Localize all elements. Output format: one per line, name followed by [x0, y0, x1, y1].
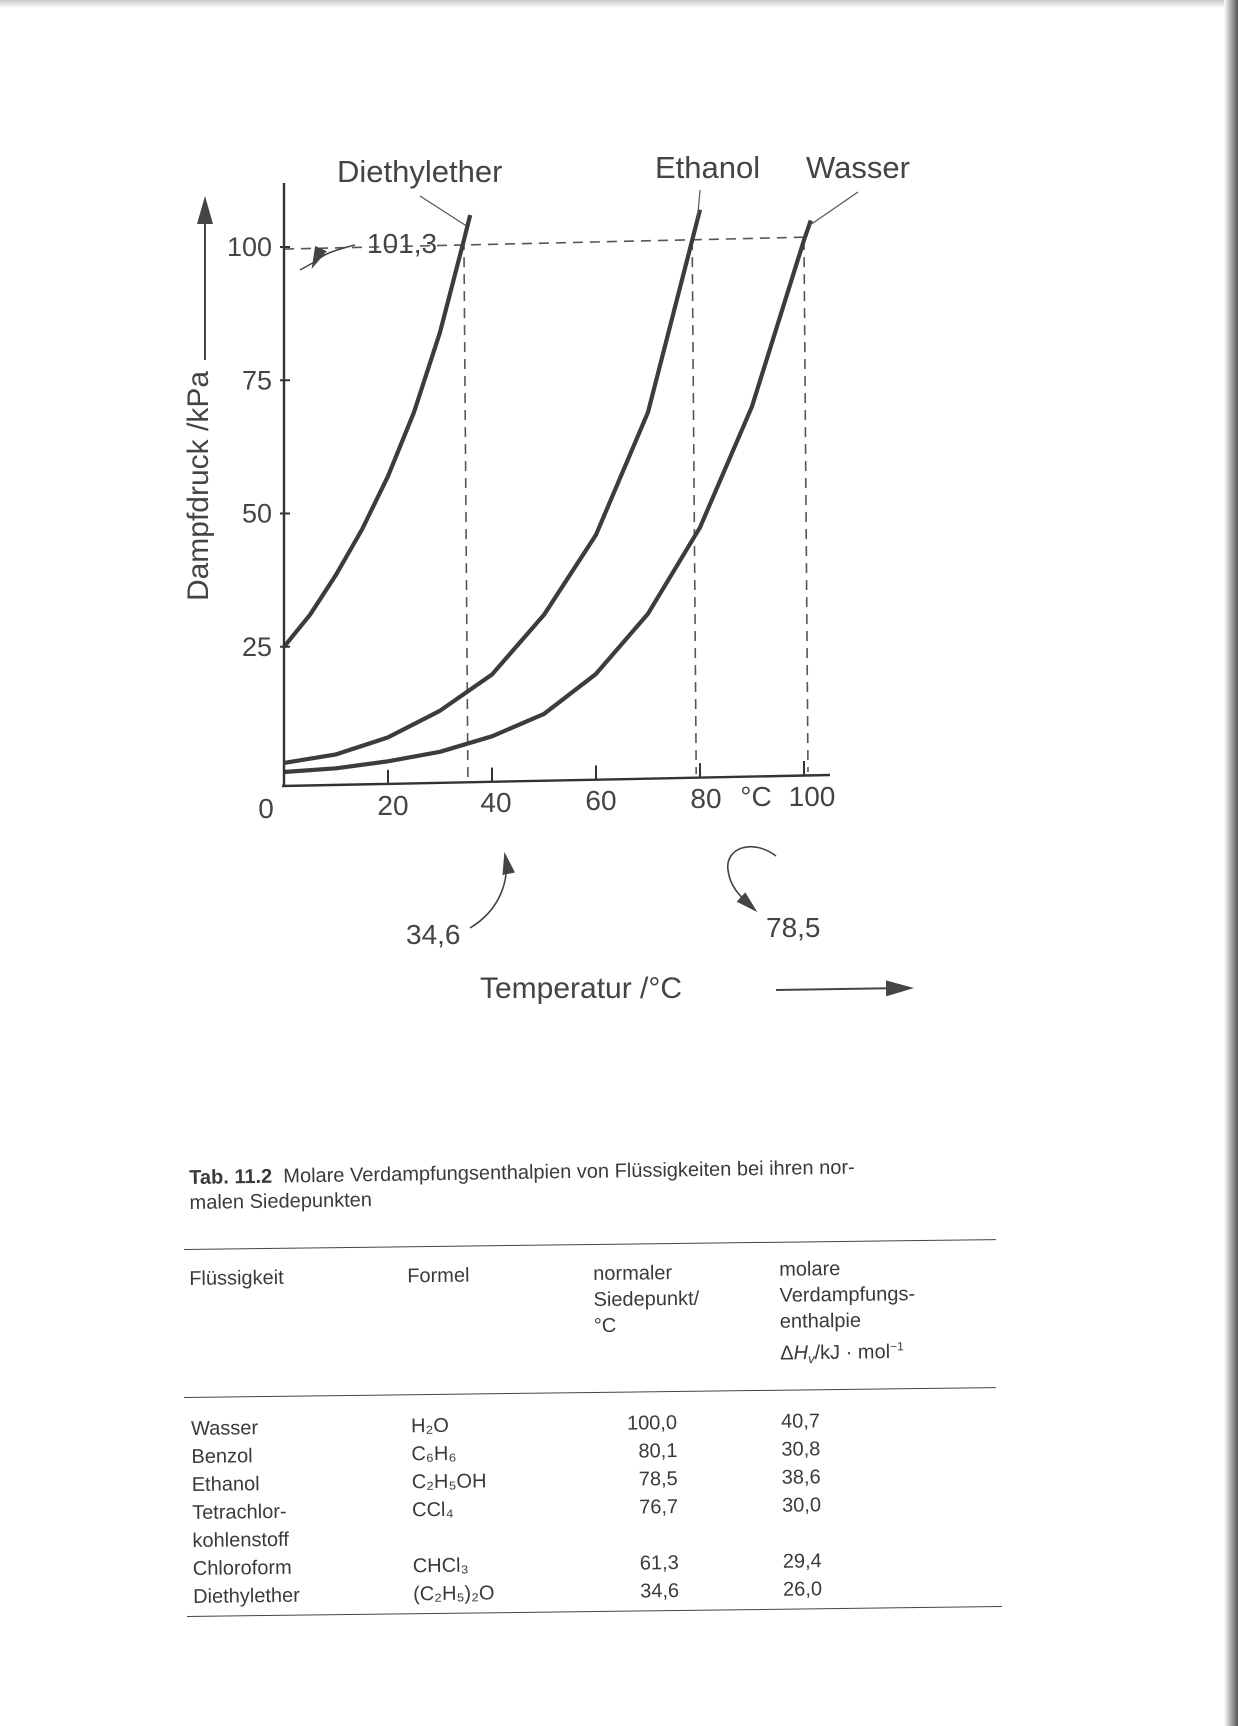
- series-label: Ethanol: [655, 150, 761, 185]
- annotation-pressure: 101,3: [367, 228, 438, 259]
- y-axis-title: Dampfdruck /kPa: [182, 370, 215, 602]
- table-cell-enthalpy: 29,4: [782, 1550, 822, 1573]
- table-cell-enthalpy: 38,6: [781, 1466, 821, 1489]
- table-caption-line2: malen Siedepunkten: [189, 1189, 373, 1214]
- series-line-wasser: [284, 220, 811, 772]
- table-caption: [189, 1153, 1000, 1216]
- reference-pressure-line: [284, 237, 811, 249]
- enthalpy-unit-exponent: −1: [889, 1339, 904, 1354]
- table-cell-boiling: 78,5: [638, 1468, 678, 1491]
- x-tick-label: 20: [377, 790, 409, 821]
- x-axis-title: Temperatur /°C: [479, 972, 683, 1005]
- table-cell-liquid: Chloroform: [192, 1556, 292, 1580]
- x-tick-label: 60: [585, 785, 617, 816]
- table-cell-liquid: Ethanol: [191, 1473, 260, 1496]
- header-enthalpy-line: Verdampfungs-: [779, 1283, 916, 1307]
- table-cell-formula: CHCl₃: [412, 1554, 469, 1578]
- table-cell-boiling: 100,0: [626, 1412, 678, 1435]
- series-line-ethanol: [284, 210, 700, 763]
- x-tick-label: 100: [788, 781, 836, 812]
- annotation-ethanol-arrow: [728, 847, 776, 910]
- header-liquid: Flüssigkeit: [189, 1266, 284, 1290]
- table-caption-label: Tab. 11.2: [189, 1165, 273, 1189]
- delta-symbol: Δ: [780, 1342, 794, 1365]
- table-cell-enthalpy: [782, 1519, 821, 1547]
- series-line-diethylether: [284, 215, 470, 647]
- boiling-point-drop-line: [692, 240, 696, 774]
- header-boiling-line: Siedepunkt/: [593, 1287, 700, 1312]
- table-cell-liquid: Tetrachlor-: [191, 1500, 287, 1524]
- table-cell-boiling: 80,1: [638, 1440, 678, 1463]
- x-tick-label: 40: [480, 787, 512, 818]
- table-cell-formula: C₂H₅OH: [411, 1470, 487, 1494]
- header-boiling-line: °C: [593, 1314, 617, 1338]
- table-cell-formula: H₂O: [410, 1414, 449, 1438]
- y-tick-label: 100: [226, 232, 272, 262]
- boiling-column: [595, 1409, 679, 1606]
- table-cell-boiling: 76,7: [639, 1496, 679, 1519]
- series-label: Wasser: [806, 150, 910, 185]
- y-tick-label: 75: [241, 365, 272, 396]
- table-caption-line1: Molare Verdampfungsenthalpien von Flüssigkeiten bei ihren nor-: [283, 1156, 855, 1188]
- header-enthalpy-line: enthalpie: [779, 1309, 862, 1333]
- enthalpy-symbol: H: [793, 1342, 809, 1365]
- boiling-point-drop-line: [804, 240, 808, 772]
- annotation-boiling-ethanol: 78,5: [766, 912, 821, 943]
- boiling-point-drop-line: [464, 240, 468, 778]
- table-cell-enthalpy: 26,0: [782, 1578, 823, 1601]
- y-tick-label: 25: [241, 631, 272, 662]
- table-cell-liquid: Benzol: [191, 1445, 253, 1468]
- table-cell-formula: CCl₄: [411, 1498, 454, 1522]
- table-cell-formula: (C₂H₅)₂O: [412, 1582, 495, 1606]
- table-cell-formula: C₆H₆: [411, 1442, 457, 1466]
- table-cell-enthalpy: 30,8: [781, 1438, 821, 1461]
- annotation-ether-arrow: [470, 855, 506, 928]
- header-enthalpy: [779, 1255, 916, 1372]
- x-tick-label: °C: [740, 781, 772, 812]
- enthalpy-subscript: v: [807, 1351, 815, 1367]
- x-tick-label: 0: [258, 793, 274, 824]
- table-cell-liquid: Wasser: [190, 1417, 259, 1440]
- enthalpy-column: [781, 1407, 822, 1603]
- series-leader-line: [809, 192, 858, 226]
- header-enthalpy-line: molare: [779, 1258, 841, 1281]
- formula-column: [411, 1411, 495, 1608]
- x-axis-arrow: [776, 988, 910, 990]
- liquid-column: [191, 1414, 300, 1611]
- header-formula: Formel: [407, 1264, 470, 1288]
- table-cell-enthalpy: 40,7: [780, 1410, 821, 1433]
- table-cell-enthalpy: 30,0: [781, 1494, 822, 1517]
- table-cell-liquid: Diethylether: [193, 1584, 300, 1608]
- y-tick-label: 50: [241, 498, 272, 529]
- enthalpy-table: [189, 1248, 1003, 1618]
- series-label: Diethylether: [337, 154, 503, 189]
- x-tick-label: 80: [690, 783, 722, 814]
- header-enthalpy-unit: [780, 1333, 916, 1372]
- table-top-rule: [184, 1239, 996, 1250]
- annotation-pressure-tail: [300, 260, 318, 270]
- table-cell-boiling: 61,3: [639, 1552, 679, 1575]
- header-boiling: [593, 1260, 700, 1339]
- table-cell-liquid: kohlenstoff: [192, 1528, 289, 1552]
- table-cell-boiling: [596, 1521, 678, 1550]
- annotation-boiling-ether: 34,6: [406, 919, 461, 950]
- table-cell-formula: [412, 1523, 494, 1552]
- header-boiling-line: normaler: [593, 1262, 673, 1286]
- table-cell-boiling: 34,6: [640, 1580, 680, 1603]
- series-leader-line: [420, 196, 466, 226]
- enthalpy-unit-text: /kJ · mol: [814, 1341, 891, 1365]
